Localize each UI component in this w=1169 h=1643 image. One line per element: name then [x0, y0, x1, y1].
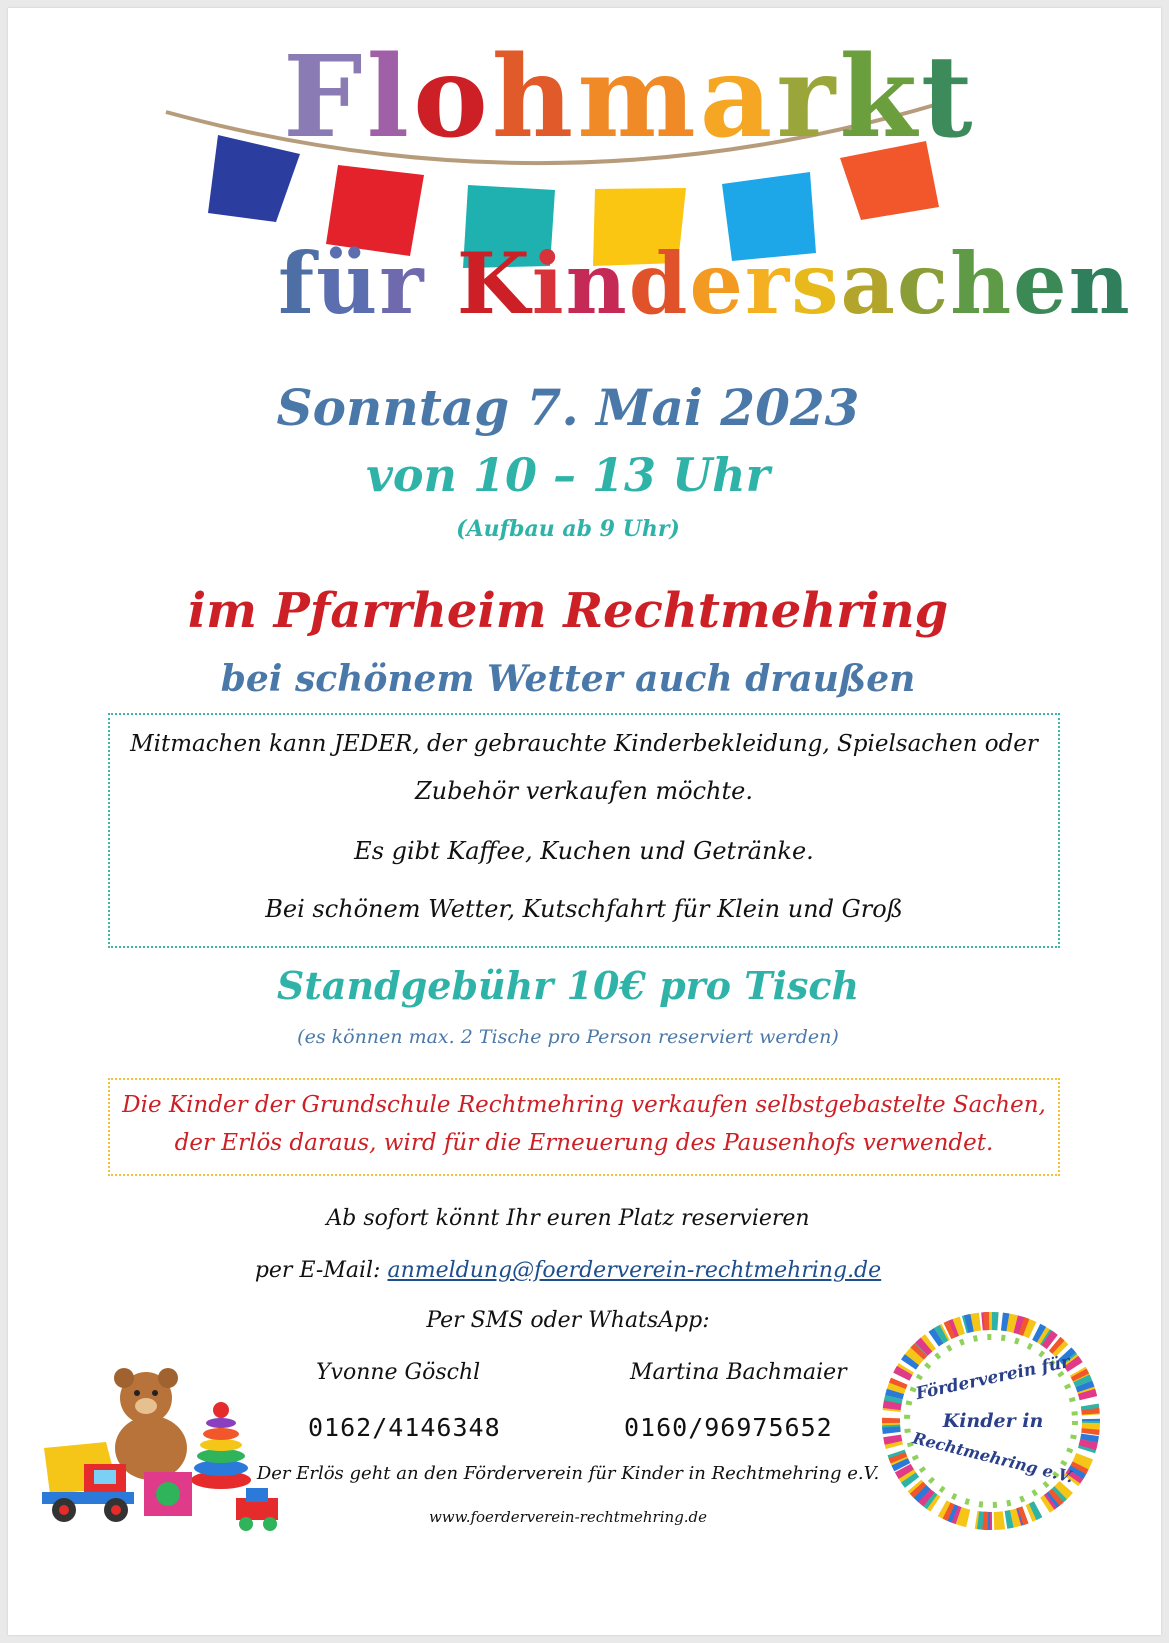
person1-name: Yvonne Göschl: [316, 1360, 481, 1385]
website[interactable]: www.foerderverein-rechtmehring.de: [428, 1508, 708, 1526]
person2-name: Martina Bachmaier: [630, 1360, 847, 1385]
logo-line-2: Kinder in: [942, 1410, 1044, 1432]
info-box: [108, 713, 1060, 948]
proceeds-note: Der Erlös geht an den Förderverein für Kinder in Rechtmehring e.V.: [256, 1463, 880, 1484]
foerderverein-logo: [878, 1308, 1104, 1534]
school-box: [108, 1078, 1060, 1176]
event-time: von 10 – 13 Uhr: [366, 448, 770, 502]
stand-fee: Standgebühr 10€ pro Tisch: [276, 963, 860, 1008]
info-line-4: Bei schönem Wetter, Kutschfahrt für Klein und Groß: [265, 895, 903, 923]
stand-fee-note: (es können max. 2 Tische pro Person reserviert werden): [297, 1026, 839, 1048]
school-line-2: der Erlös daraus, wird für die Erneuerung des Pausenhofs verwendet.: [174, 1130, 994, 1156]
email-link[interactable]: anmeldung@foerderverein-rechtmehring.de: [387, 1258, 882, 1283]
venue: im Pfarrheim Rechtmehring: [187, 583, 949, 639]
logo-line-3: Rechtmehring e.V.: [910, 1428, 1076, 1487]
reserve-text: Ab sofort könnt Ihr euren Platz reservieren: [326, 1206, 810, 1231]
email-prefix: per E-Mail:: [254, 1258, 381, 1283]
info-line-2: Zubehör verkaufen möchte.: [414, 777, 753, 805]
weather-note: bei schönem Wetter auch draußen: [220, 658, 916, 700]
person2-phone: 0160/96975652: [624, 1413, 833, 1442]
info-line-1: Mitmachen kann JEDER, der gebrauchte Kinderbekleidung, Spielsachen oder: [130, 731, 1038, 757]
email-line: [8, 1258, 1128, 1283]
toys-illustration: [36, 1368, 286, 1548]
title-fuer-kindersachen: für Kindersachen: [278, 234, 1132, 333]
sms-label: Per SMS oder WhatsApp:: [426, 1308, 710, 1333]
info-line-3: Es gibt Kaffee, Kuchen und Getränke.: [354, 837, 814, 865]
title-flohmarkt: Flohmarkt: [283, 32, 977, 163]
person1-phone: 0162/4146348: [308, 1413, 501, 1442]
event-date: Sonntag 7. Mai 2023: [276, 378, 860, 437]
school-line-1: Die Kinder der Grundschule Rechtmehring verkaufen selbstgebastelte Sachen,: [122, 1092, 1046, 1118]
flyer-page: [8, 8, 1161, 1635]
logo-line-1: Förderverein für: [914, 1351, 1072, 1405]
setup-time: (Aufbau ab 9 Uhr): [456, 516, 680, 542]
